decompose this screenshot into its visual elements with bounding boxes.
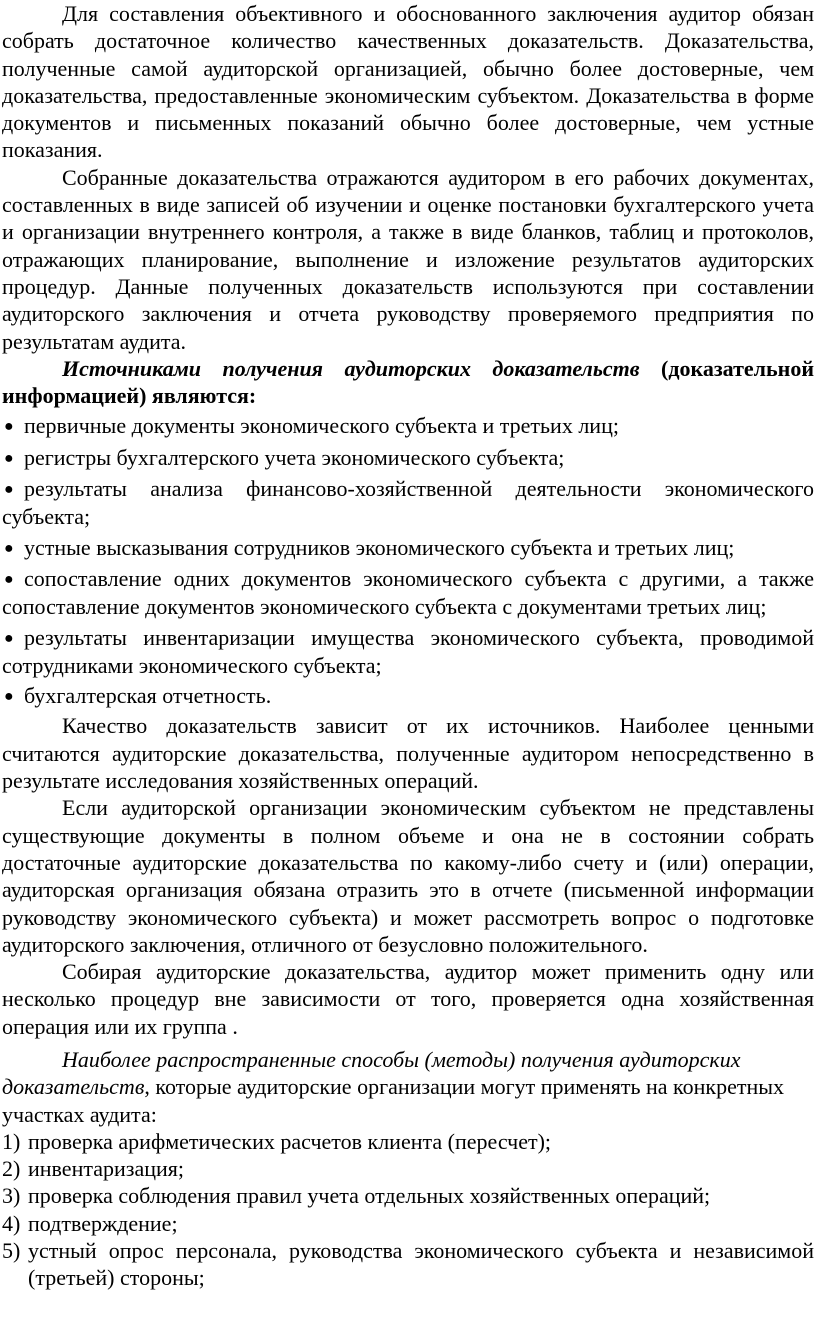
- paragraph-evidence-quality: Для составления объективного и обоснованного заключения аудитор обязан собрать достаточное количество качественных доказательств. Доказательства, полученные самой аудиторской организацией, обычно более достоверные, чем доказательства, предоставленные экономическим субъектом. Доказательства в форме документов и письменных показаний обычно более достоверные, чем устные показания.: [2, 1, 814, 163]
- sources-heading: [2, 355, 814, 410]
- list-item-text: результаты инвентаризации имущества экономического субъекта, проводимой сотрудниками экономического субъекта;: [2, 624, 814, 678]
- sources-heading-italic: Источниками получения аудиторских доказательств: [62, 355, 640, 381]
- bullet-icon: ●: [4, 570, 14, 588]
- bullet-icon: ●: [4, 418, 14, 436]
- sources-list: [2, 412, 814, 710]
- list-item: [2, 624, 814, 680]
- sources-heading-rest: (доказательной информацией) являются:: [2, 355, 814, 409]
- list-item-text: инвентаризация;: [28, 1156, 184, 1182]
- list-item-text: устные высказывания сотрудников экономического субъекта и третьих лиц;: [24, 534, 735, 560]
- bullet-icon: ●: [4, 688, 14, 706]
- methods-heading-italic: Наиболее распространенные способы (методы) получения аудиторских доказательств: [2, 1046, 741, 1100]
- methods-list: [2, 1128, 814, 1292]
- list-item-text: проверка соблюдения правил учета отдельных хозяйственных операций;: [28, 1183, 711, 1209]
- list-item: [2, 444, 814, 472]
- list-item: [2, 565, 814, 621]
- list-item-text: первичные документы экономического субъекта и третьих лиц;: [24, 413, 619, 439]
- list-item: [2, 475, 814, 531]
- bullet-icon: ●: [4, 449, 14, 467]
- list-item-text: регистры бухгалтерского учета экономического субъекта;: [24, 444, 565, 470]
- list-item-text: подтверждение;: [28, 1210, 178, 1236]
- list-item: [2, 534, 814, 562]
- methods-heading: [2, 1046, 814, 1128]
- list-item-text: бухгалтерская отчетность.: [24, 683, 272, 709]
- paragraph-procedures: Собирая аудиторские доказательства, аудитор может применить одну или несколько процедур вне зависимости от того, проверяется одна хозяйственная операция или их группа .: [2, 959, 814, 1039]
- methods-heading-rest: , которые аудиторские организации могут применять на конкретных участках аудита:: [2, 1074, 785, 1127]
- list-item: [2, 1210, 814, 1237]
- list-item-text: результаты анализа финансово-хозяйственной деятельности экономического субъекта;: [2, 476, 814, 530]
- list-item: [2, 1237, 814, 1292]
- list-item-number: 3): [2, 1183, 21, 1209]
- list-item-number: 4): [2, 1210, 21, 1236]
- paragraph-insufficient-evidence: Если аудиторской организации экономическим субъектом не представлены существующие документы в полном объеме и она не в состоянии собрать достаточные аудиторские доказательства по какому-либо счету и (или) операции, аудиторская организация обязана отразить это в отчете (письменной информации руководству экономического субъекта) и может рассмотреть вопрос о подготовке аудиторского заключения, отличного от безусловно положительного.: [2, 795, 814, 957]
- bullet-icon: ●: [4, 629, 14, 647]
- list-item: [2, 1128, 814, 1155]
- list-item-text: устный опрос персонала, руководства экономического субъекта и независимой (третьей) стороны;: [28, 1238, 814, 1291]
- paragraph-evidence-sources-quality: Качество доказательств зависит от их источников. Наиболее ценными считаются аудиторские доказательства, полученные аудитором непосредственно в результате исследования хозяйственных операций.: [2, 713, 814, 794]
- list-item: [2, 412, 814, 440]
- list-item: [2, 1155, 814, 1182]
- list-item: [2, 682, 814, 710]
- list-item-number: 2): [2, 1156, 21, 1182]
- list-item-text: сопоставление одних документов экономического субъекта с другими, а также сопоставление документов экономического субъекта с документами третьих лиц;: [2, 565, 814, 620]
- bullet-icon: ●: [4, 539, 14, 557]
- list-item-number: 1): [2, 1128, 21, 1154]
- paragraph-working-documents: Собранные доказательства отражаются аудитором в его рабочих документах, составленных в виде записей об изучении и оценке постановки бухгалтерского учета и организации внутреннего контроля, а также в виде бланков, таблиц и протоколов, отражающих планирование, выполнение и изложение результатов аудиторских процедур. Данные полученных доказательств используются при составлении аудиторского заключения и отчета руководству проверяемого предприятия по результатам аудита.: [2, 164, 814, 354]
- list-item-text: проверка арифметических расчетов клиента (пересчет);: [28, 1128, 552, 1154]
- list-item-number: 5): [2, 1238, 21, 1264]
- bullet-icon: ●: [4, 481, 14, 499]
- list-item: [2, 1182, 814, 1209]
